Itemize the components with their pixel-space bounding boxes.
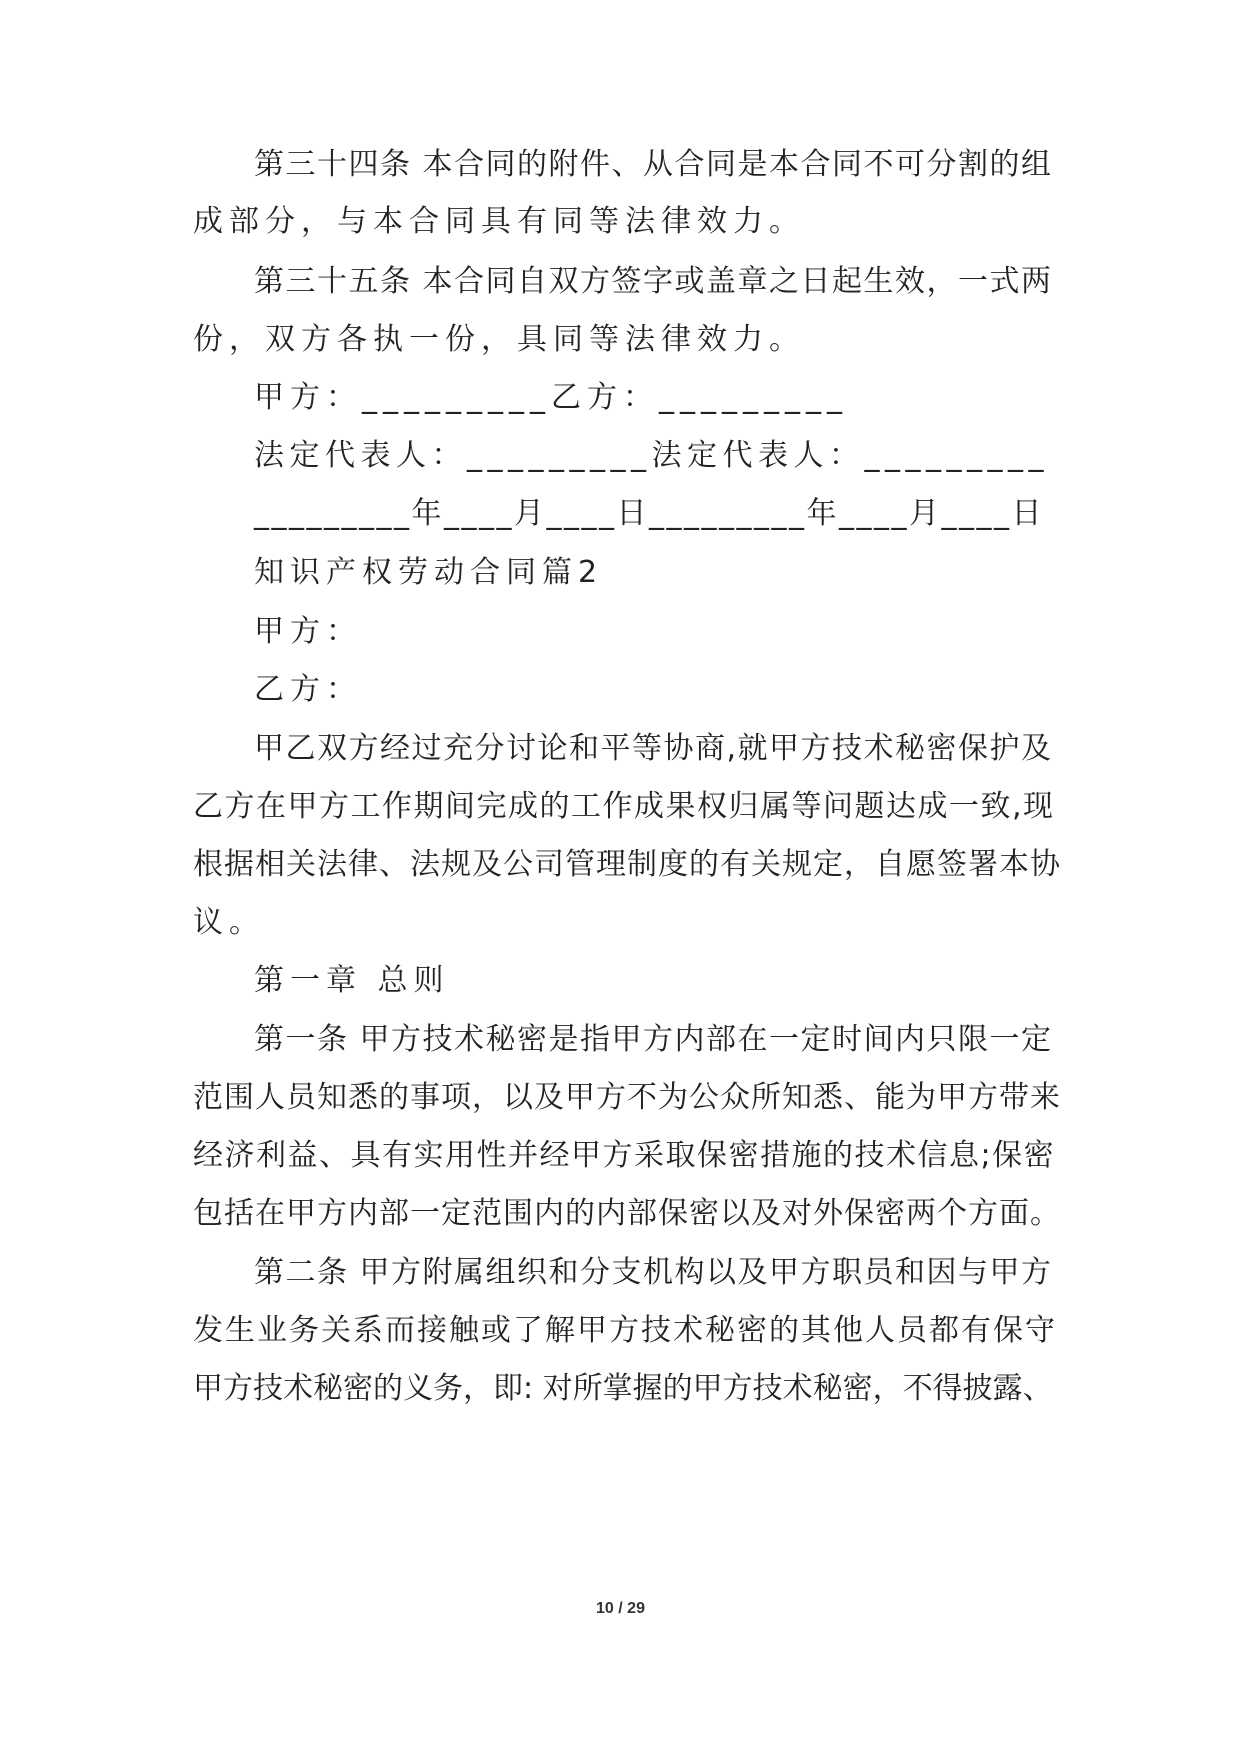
signature-line-parties: 甲方：_________乙方：_________ — [254, 380, 848, 415]
paragraph-line: 第二条 甲方附属组织和分支机构以及甲方职员和因与甲方 — [254, 1255, 1053, 1290]
paragraph-line: 议。 — [193, 905, 265, 940]
paragraph-line: 根据相关法律、法规及公司管理制度的有关规定，自愿签署本协 — [193, 847, 1061, 882]
paragraph-line: 甲乙双方经过充分讨论和平等协商,就甲方技术秘密保护及 — [254, 731, 1053, 766]
paragraph-line: 成部分，与本合同具有同等法律效力。 — [193, 204, 805, 239]
paragraph-line: 第三十四条 本合同的附件、从合同是本合同不可分割的组 — [254, 147, 1053, 182]
chapter-heading: 第一章 总则 — [254, 963, 450, 998]
paragraph-line: 乙方在甲方工作期间完成的工作成果权归属等问题达成一致,现 — [193, 789, 1055, 824]
paragraph-line: 甲方技术秘密的义务，即: 对所掌握的甲方技术秘密，不得披露、 — [193, 1371, 1053, 1406]
paragraph-line: 第三十五条 本合同自双方签字或盖章之日起生效，一式两 — [254, 264, 1053, 299]
party-b-label: 乙方： — [254, 672, 362, 707]
party-a-label: 甲方： — [254, 614, 362, 649]
signature-line-dates: _________年____月____日_________年____月____日 — [254, 496, 1044, 531]
page-number: 10 / 29 — [596, 1600, 645, 1617]
paragraph-line: 发生业务关系而接触或了解甲方技术秘密的其他人员都有保守 — [193, 1313, 1057, 1348]
paragraph-line: 包括在甲方内部一定范围内的内部保密以及对外保密两个方面。 — [193, 1196, 1061, 1231]
paragraph-line: 范围人员知悉的事项，以及甲方不为公众所知悉、能为甲方带来 — [193, 1080, 1061, 1115]
paragraph-line: 份，双方各执一份，具同等法律效力。 — [193, 322, 805, 357]
paragraph-line: 第一条 甲方技术秘密是指甲方内部在一定时间内只限一定 — [254, 1022, 1053, 1057]
section-title: 知识产权劳动合同篇2 — [254, 555, 604, 590]
paragraph-line: 经济利益、具有实用性并经甲方采取保密措施的技术信息;保密 — [193, 1138, 1056, 1173]
signature-line-representatives: 法定代表人：_________法定代表人：_________ — [254, 438, 1049, 473]
